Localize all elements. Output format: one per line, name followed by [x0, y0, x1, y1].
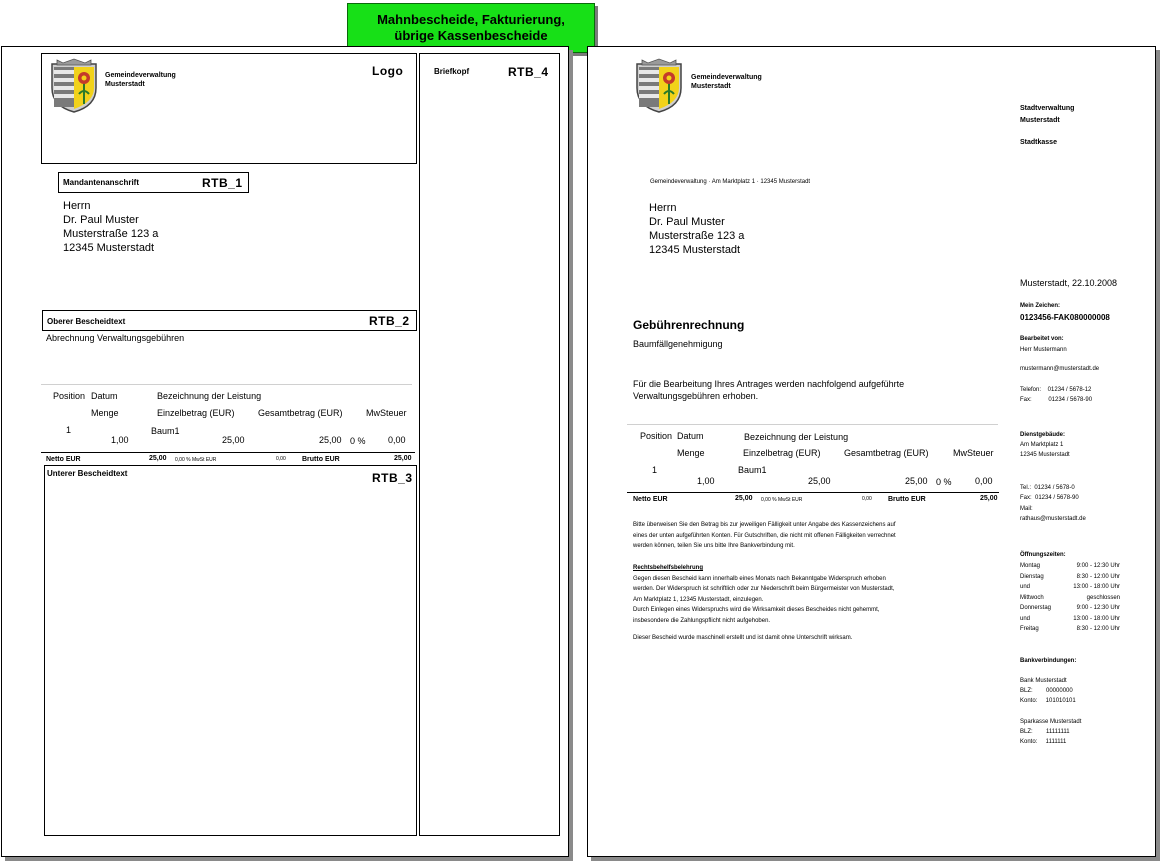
bank-label: Bankverbindungen:: [1020, 658, 1077, 664]
letter-title: Gebührenrechnung: [633, 318, 745, 332]
letter-mwst-note: 0,00 % MwSt EUR: [761, 497, 803, 503]
divider: [41, 384, 412, 385]
brutto-label: Brutto EUR: [302, 456, 340, 463]
payment-line-1: Bitte überweisen Sie den Betrag bis zur jeweiligen Fälligkeit unter Angabe des Kassenzeichens auf: [633, 522, 896, 528]
letter-th-datum: Datum: [677, 431, 704, 441]
payment-line-3: werden können, teilen Sie uns bitte Ihre Bankverbindung mit.: [633, 543, 795, 549]
letter-brutto-value: 25,00: [980, 495, 998, 502]
sidebar-org-3: Stadtkasse: [1020, 139, 1057, 146]
th-bezeichnung: Bezeichnung der Leistung: [157, 391, 262, 401]
recipient-city: 12345 Musterstadt: [63, 242, 155, 254]
banner-line-2: übrige Kassenbescheide: [394, 28, 548, 43]
oeff-days: Montag Dienstag und Mittwoch Donnerstag und Freitag: [1020, 563, 1052, 632]
mwst-note: 0,00 % MwSt EUR: [175, 457, 217, 463]
oeff-label: Öffnungszeiten:: [1020, 552, 1066, 558]
cell-menge: 1,00: [111, 435, 129, 445]
sidebar-fax2: Fax: 01234 / 5678-90: [1020, 495, 1079, 501]
mandant-box: [58, 172, 249, 193]
dienst-label: Dienstgebäude:: [1020, 432, 1066, 438]
letter-th-menge: Menge: [677, 448, 705, 458]
mandant-label: Mandantenanschrift: [63, 178, 140, 187]
letter-th-einzel: Einzelbetrag (EUR): [743, 448, 821, 458]
letter-recipient-name: Dr. Paul Muster: [649, 216, 725, 228]
coat-of-arms-icon: [634, 58, 684, 113]
cell-mwst-pct: 0 %: [350, 436, 366, 446]
cell-item: Baum1: [151, 426, 180, 436]
zeichen-value: 0123456-FAK080000008: [1020, 313, 1110, 322]
closing-text: Dieser Bescheid wurde maschinell erstellt und ist damit ohne Unterschrift wirksam.: [633, 635, 853, 641]
sidebar-org: [1020, 103, 1074, 127]
bearbeitet-value: Herr Mustermann: [1020, 347, 1067, 353]
letter-recipient: [649, 201, 744, 257]
letter-subtitle: Baumfällgenehmigung: [633, 339, 723, 349]
rechtsbehelf: [633, 563, 894, 626]
dienst-line-2: 12345 Musterstadt: [1020, 452, 1070, 458]
bank1-name: Bank Musterstadt: [1020, 678, 1067, 684]
rtb3-tag: RTB_3: [372, 471, 413, 485]
cell-gesamt: 25,00: [319, 435, 342, 445]
bank2-name: Sparkasse Musterstadt: [1020, 719, 1082, 725]
payment-text: [633, 520, 896, 552]
sidebar-tel2: Tel.: 01234 / 5678-0: [1020, 485, 1075, 491]
payment-line-2: eines der unten aufgeführten Konten. Für Gutschriften, die nicht mit offenen Fälligkeiten verrechnet: [633, 532, 896, 539]
th-einzel: Einzelbetrag (EUR): [157, 408, 235, 418]
sidebar-telefon: Telefon: 01234 / 5678-12: [1020, 387, 1092, 393]
dienst-line-1: Am Marktplatz 1: [1020, 442, 1064, 448]
banner-line-1: Mahnbescheide, Fakturierung,: [377, 12, 565, 27]
netto-value: 25,00: [149, 455, 167, 462]
letter-recipient-street: Musterstraße 123 a: [649, 230, 745, 242]
letter-municipality-city: Musterstadt: [691, 83, 731, 90]
letter-recipient-city: 12345 Musterstadt: [649, 244, 741, 256]
letter-cell-pos: 1: [652, 465, 658, 475]
logo-tag: Logo: [372, 64, 404, 78]
municipality-name: Gemeindeverwaltung: [105, 72, 176, 79]
sender-line: Gemeindeverwaltung · Am Marktplatz 1 · 12345 Musterstadt: [650, 179, 811, 185]
coat-of-arms-icon: [49, 58, 99, 113]
recipient-salutation: Herrn: [63, 200, 91, 212]
letter-cell-einzel: 25,00: [808, 476, 831, 486]
briefkopf-box: [419, 53, 560, 836]
letter-th-bezeichnung: Bezeichnung der Leistung: [744, 432, 849, 442]
rb-line-2: werden. Der Widerspruch ist schriftlich oder zur Niederschrift beim Bürgermeister von Musterstadt,: [633, 586, 895, 592]
oberer-text: Abrechnung Verwaltungsgebühren: [46, 333, 185, 343]
rtb1-tag: RTB_1: [202, 176, 243, 190]
briefkopf-label: Briefkopf: [434, 67, 470, 76]
oeff-times: 9:00 - 12:30 Uhr 8:30 - 12:00 Uhr 13:00 - 18:00 Uhr geschlossen 9:00 - 12:30 Uhr 13:00 - 18:00 Uhr 8:30 - 12:00 Uhr: [1073, 563, 1120, 632]
rb-line-4: Durch Einlegen eines Widerspruchs wird die Wirksamkeit dieses Bescheides nicht gehemmt,: [633, 607, 880, 613]
oberer-label: Oberer Bescheidtext: [47, 317, 126, 326]
th-gesamt: Gesamtbetrag (EUR): [258, 408, 343, 418]
unterer-box: [44, 465, 417, 836]
zeichen-label: Mein Zeichen:: [1020, 303, 1061, 309]
table-rule: [41, 452, 415, 453]
rtb4-tag: RTB_4: [508, 65, 549, 79]
bank2-blz: BLZ: 11111111: [1020, 729, 1070, 735]
letter-intro: [633, 379, 904, 402]
letter-brutto-label: Brutto EUR: [888, 496, 926, 503]
letter-municipality-name: Gemeindeverwaltung: [691, 74, 762, 81]
sidebar-mail: rathaus@musterstadt.de: [1020, 516, 1086, 522]
template-recipient: [63, 199, 158, 255]
recipient-name: Dr. Paul Muster: [63, 214, 139, 226]
brutto-value: 25,00: [394, 455, 412, 462]
intro-line-1: Für die Bearbeitung Ihres Antrages werden nachfolgend aufgeführte: [633, 379, 905, 389]
mwst-amount: 0,00: [276, 456, 286, 462]
letter-cell-menge: 1,00: [697, 476, 715, 486]
logo-box: [41, 53, 417, 164]
letter-recipient-salutation: Herrn: [649, 202, 677, 214]
netto-label: Netto EUR: [46, 456, 81, 463]
oberer-box: [42, 310, 417, 331]
letter-netto-value: 25,00: [735, 495, 753, 502]
bank2-konto: Konto: 1111111: [1020, 739, 1067, 745]
cell-pos: 1: [66, 425, 72, 435]
rb-line-3: Am Marktplatz 1, 12345 Musterstadt, einzulegen.: [633, 596, 764, 603]
unterer-label: Unterer Bescheidtext: [47, 469, 128, 478]
letter-mwst-amount: 0,00: [862, 496, 872, 502]
th-mwst: MwSteuer: [366, 408, 407, 418]
sidebar-email: mustermann@musterstadt.de: [1020, 366, 1100, 372]
sidebar-mail-label: Mail:: [1020, 506, 1033, 512]
letter-th-gesamt: Gesamtbetrag (EUR): [844, 448, 929, 458]
recipient-street: Musterstraße 123 a: [63, 228, 159, 240]
sidebar-org-2: Musterstadt: [1020, 117, 1060, 124]
rb-line-1: Gegen diesen Bescheid kann innerhalb eines Monats nach Bekanntgabe Widerspruch erhoben: [633, 575, 886, 582]
th-datum: Datum: [91, 391, 118, 401]
sidebar-org-1: Stadtverwaltung: [1020, 105, 1075, 112]
th-position: Position: [53, 391, 86, 401]
letter-th-mwst: MwSteuer: [953, 448, 994, 458]
bearbeitet-label: Bearbeitet von:: [1020, 336, 1064, 342]
sidebar-fax: Fax: 01234 / 5678-90: [1020, 397, 1093, 403]
bank1-konto: Konto: 101010101: [1020, 698, 1076, 704]
letter-table-rule: [627, 492, 999, 493]
letter-th-position: Position: [640, 431, 673, 441]
bank1-blz: BLZ: 00000000: [1020, 688, 1073, 694]
cell-einzel: 25,00: [222, 435, 245, 445]
letter-divider: [627, 424, 998, 425]
letter-cell-item: Baum1: [738, 465, 767, 475]
intro-line-2: Verwaltungsgebühren erhoben.: [633, 390, 759, 401]
rtb2-tag: RTB_2: [369, 314, 410, 328]
rb-title: Rechtsbehelfsbelehrung: [633, 565, 704, 571]
letter-cell-mwst-val: 0,00: [975, 476, 993, 486]
municipality-city: Musterstadt: [105, 81, 145, 88]
letter-netto-label: Netto EUR: [633, 496, 668, 503]
letter-date: Musterstadt, 22.10.2008: [1020, 278, 1118, 288]
th-menge: Menge: [91, 408, 119, 418]
rb-line-5: insbesondere die Zahlungspflicht nicht aufgehoben.: [633, 617, 771, 624]
cell-mwst-val: 0,00: [388, 435, 406, 445]
letter-cell-mwst-pct: 0 %: [936, 477, 952, 487]
letter-cell-gesamt: 25,00: [905, 476, 928, 486]
